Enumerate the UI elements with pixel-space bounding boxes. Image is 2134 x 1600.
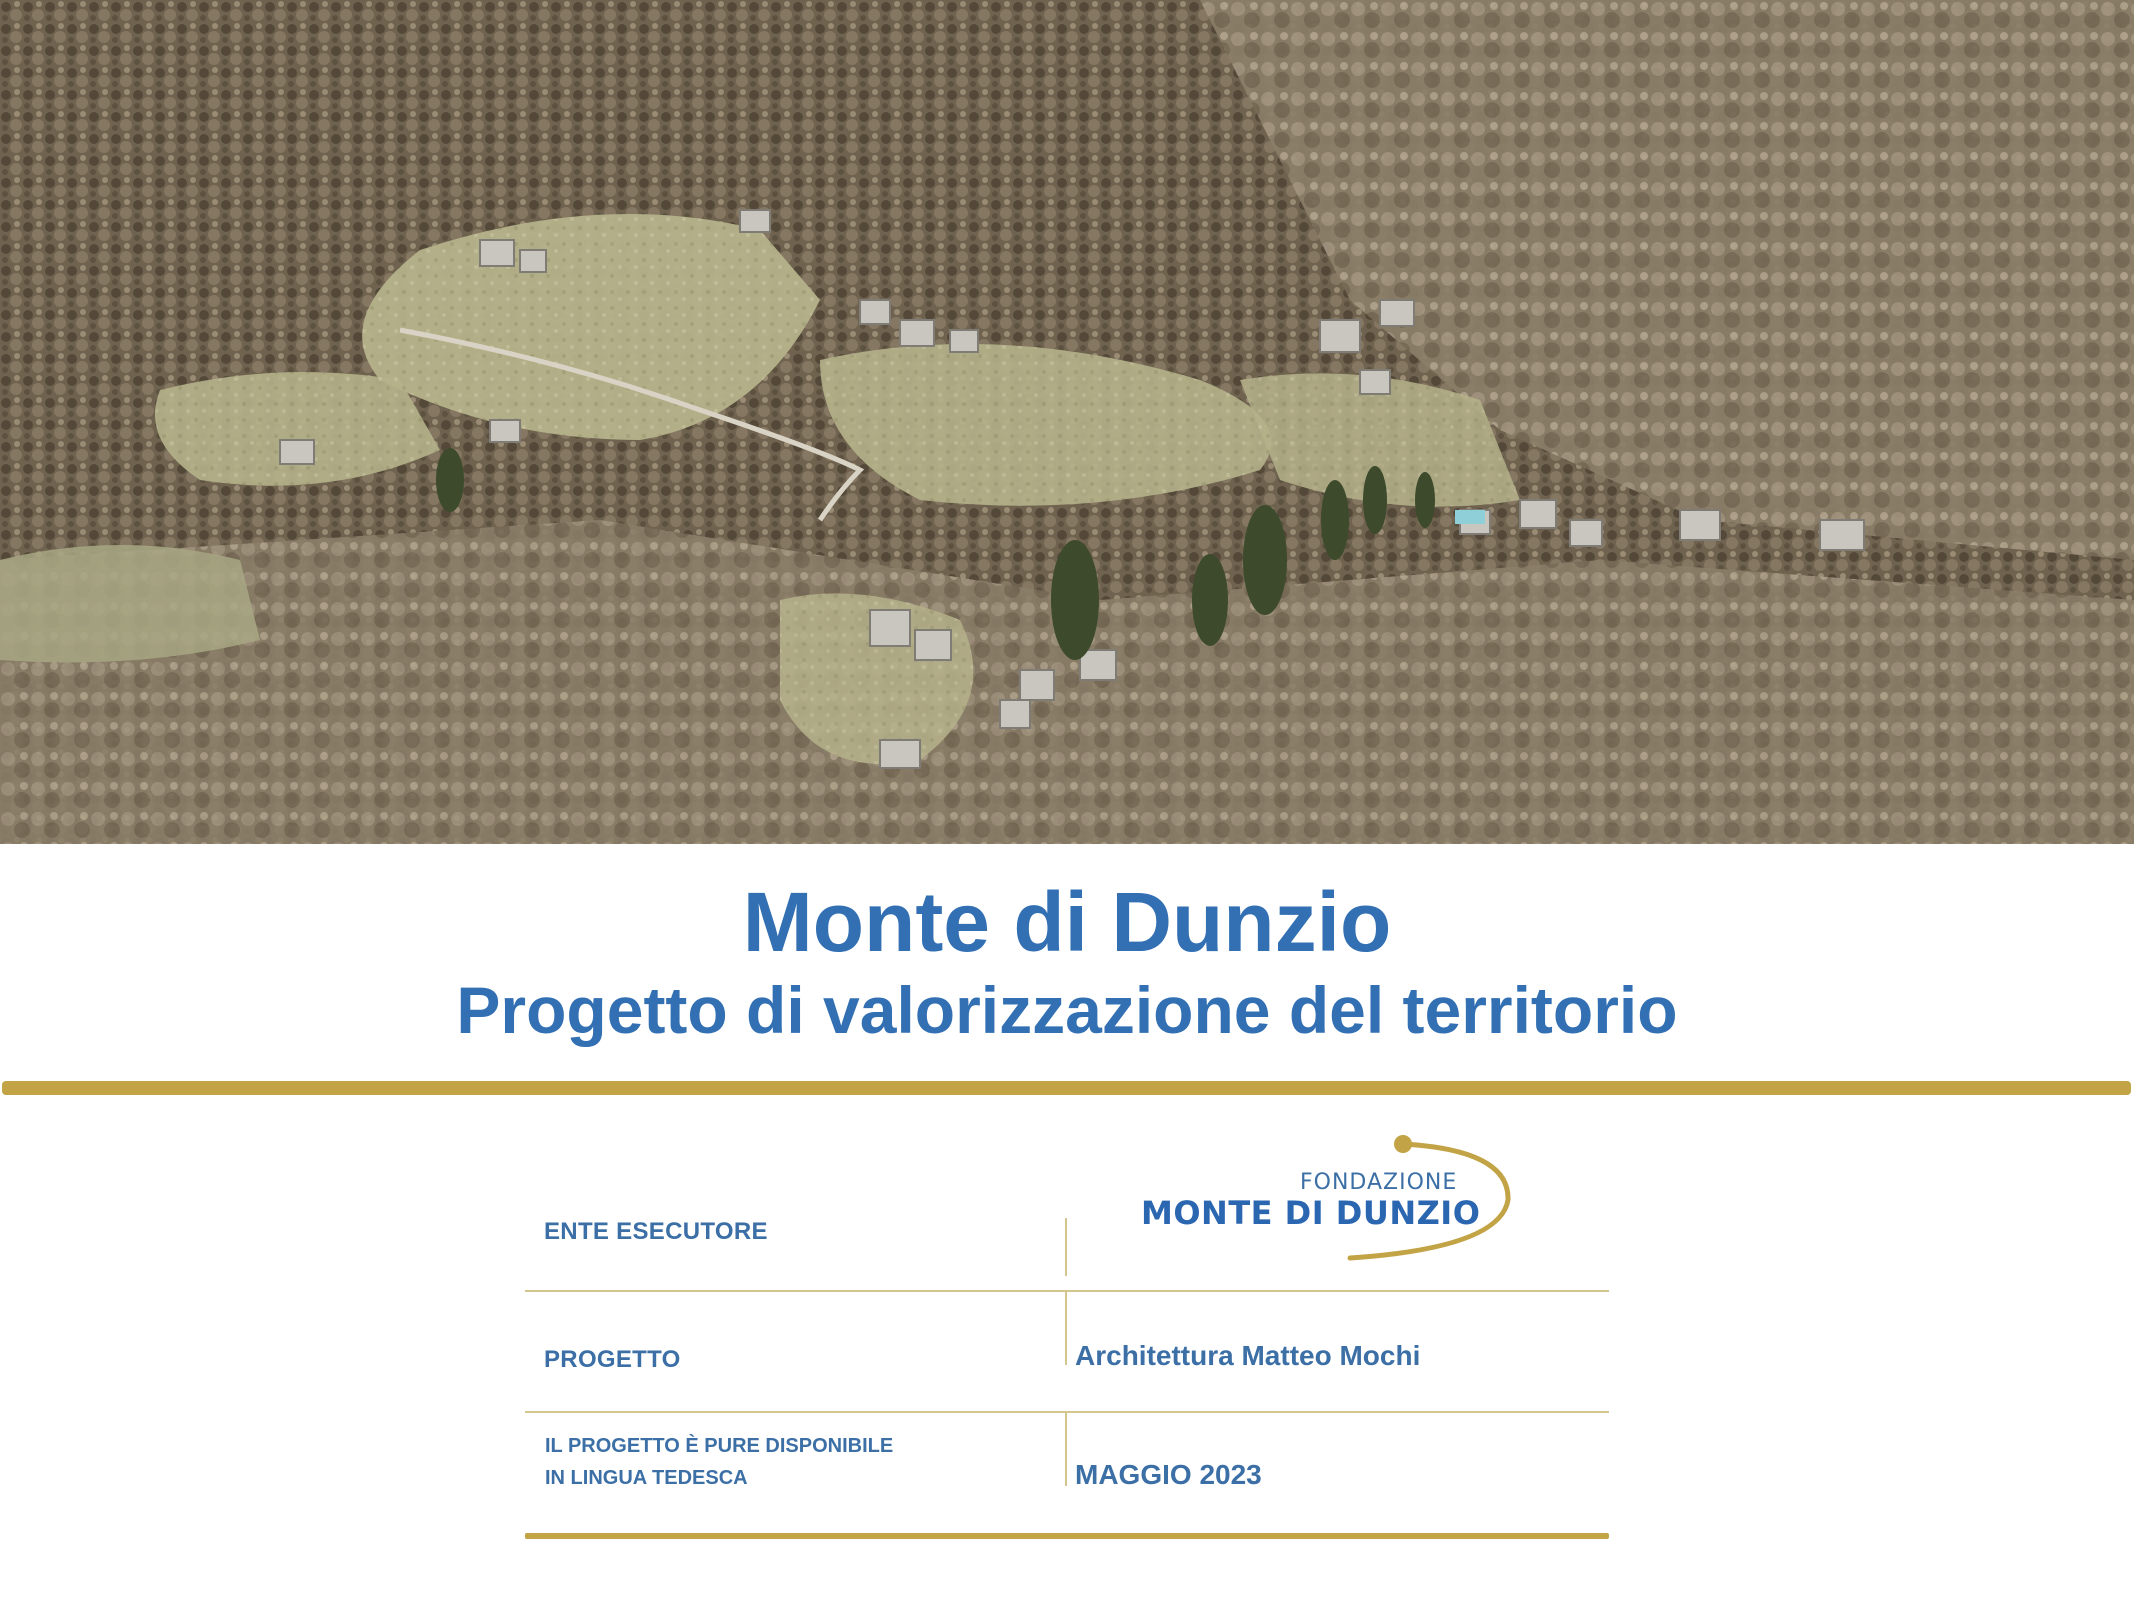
logo-text-main: MONTE DI DUNZIO: [1141, 1194, 1481, 1232]
row-label-lingua-2: IN LINGUA TEDESCA: [545, 1467, 748, 1489]
gold-divider: [2, 1081, 2131, 1095]
row-label-ente: ENTE ESECUTORE: [544, 1218, 768, 1245]
row-label-lingua-1: IL PROGETTO È PURE DISPONIBILE: [545, 1435, 894, 1457]
row-label-progetto: PROGETTO: [544, 1346, 681, 1373]
column-divider: [1065, 1218, 1067, 1276]
table-rule: [525, 1411, 1609, 1413]
page-title: Monte di Dunzio: [742, 875, 1392, 969]
column-divider: [1065, 1292, 1067, 1365]
page-subtitle: Progetto di valorizzazione del territorio: [456, 973, 1678, 1047]
table-bottom-rule: [525, 1533, 1609, 1539]
row-value-data: MAGGIO 2023: [1075, 1459, 1262, 1490]
row-value-progetto: Architettura Matteo Mochi: [1075, 1340, 1421, 1371]
fondazione-logo: [1130, 1130, 1530, 1265]
column-divider: [1065, 1413, 1067, 1486]
table-rule: [525, 1290, 1609, 1292]
logo-text-top: FONDAZIONE: [1300, 1170, 1458, 1195]
